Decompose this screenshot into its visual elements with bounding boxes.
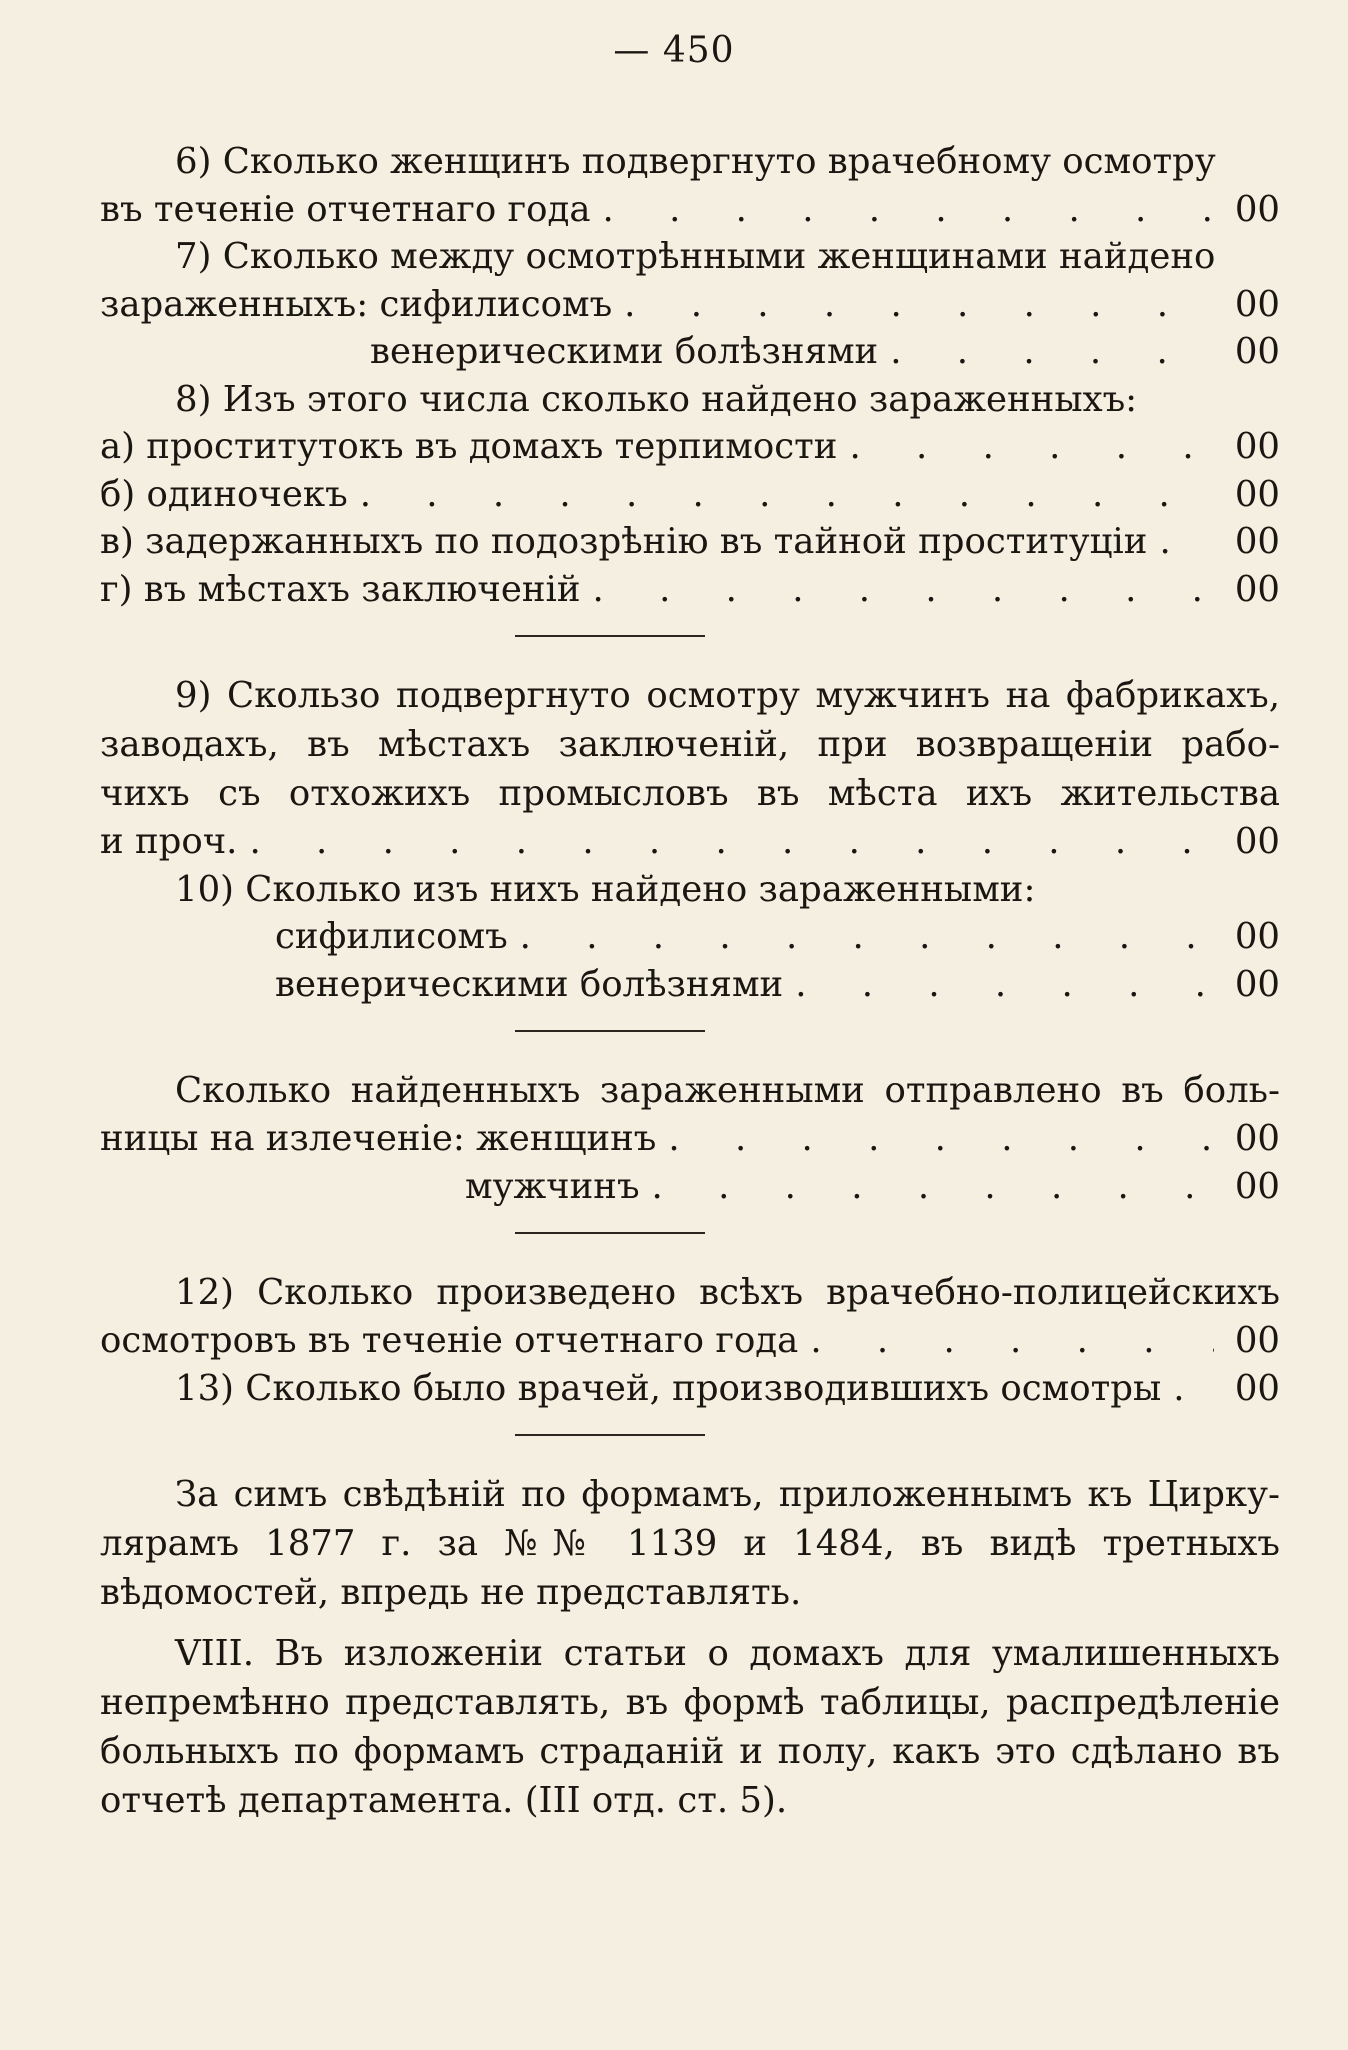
- text-line: г) въ мѣстахъ заключеній . . . 00: [100, 566, 1280, 614]
- paragraph-viii: VIII. Въ изложеніи статьи о домахъ для умалишенныхъ непремѣнно представлять, въ формѣ таблицы, распредѣленіе больныхъ по формамъ страданій и полу, какъ это сдѣлано въ отчетѣ департамента. (III отд. ст. 5).: [100, 1633, 1280, 1821]
- value: 00: [1234, 1165, 1280, 1207]
- dot-leader: [593, 566, 1214, 614]
- page-number: — 450: [613, 30, 735, 71]
- value: 00: [1234, 568, 1280, 610]
- dot-leader: [624, 281, 1214, 329]
- divider: [515, 1030, 705, 1032]
- document-body: [100, 138, 1280, 1825]
- dot-leader: [360, 471, 1214, 519]
- text-line: а) проститутокъ въ домахъ терпимости . . . 00: [100, 423, 1280, 471]
- section-6: [100, 138, 1280, 233]
- divider: [515, 1434, 705, 1436]
- text-line: 10) Сколько изъ нихъ найдено зараженными:: [175, 868, 1036, 910]
- dot-leader: [810, 1317, 1214, 1365]
- divider: [515, 635, 705, 637]
- paragraph-circulars: За симъ свѣдѣній по формамъ, приложеннымъ къ Цирку- лярамъ 1877 г. за №№ 1139 и 1484, въ видѣ третныхъ вѣдомостей, впредь не представлять.: [100, 1474, 1280, 1613]
- value: 00: [1234, 331, 1280, 372]
- value: 00: [1234, 1118, 1280, 1159]
- text-line: венерическими болѣзнями . . . 00: [100, 328, 1280, 376]
- text-line: 8) Изъ этого числа сколько найдено зараженныхъ:: [175, 378, 1138, 420]
- section-10: [100, 866, 1280, 1009]
- value: 00: [1234, 521, 1280, 562]
- dot-leader: [890, 328, 1214, 376]
- value: 00: [1234, 473, 1280, 515]
- dot-leader: [849, 423, 1214, 471]
- value: 00: [1234, 963, 1280, 1005]
- text-line: ницы на излеченіе: женщинъ . . . 00: [100, 1115, 1280, 1163]
- divider: [515, 1232, 705, 1234]
- section-7: [100, 233, 1280, 376]
- section-11: Сколько найденныхъ зараженными отправлено въ боль- ницы на излеченіе: женщинъ . . . 00 мужчинъ . . . 00: [100, 1066, 1280, 1210]
- value: 00: [1234, 426, 1280, 467]
- dot-leader: [652, 1163, 1214, 1211]
- text-line: 6) Сколько женщинъ подвергнуто врачебному осмотру: [175, 141, 1216, 182]
- dot-leader: [795, 961, 1214, 1009]
- value: 00: [1234, 916, 1280, 957]
- text-line: сифилисомъ . . . 00: [100, 913, 1280, 961]
- value: 00: [1234, 821, 1280, 862]
- section-12-13: 12) Сколько произведено всѣхъ врачебно-полицейскихъ осмотровъ въ теченіе отчетнаго года . . . 00 13) Сколько было врачей, производившихъ осмотры . . . 00: [100, 1268, 1280, 1412]
- text-line: в) задержанныхъ по подозрѣнію въ тайной проституціи . . . 00: [100, 518, 1280, 566]
- dot-leader: [520, 913, 1214, 961]
- value: 00: [1234, 1367, 1280, 1409]
- text-line: въ теченіе отчетнаго года . . . 00: [100, 186, 1280, 234]
- text-line: 7) Сколько между осмотрѣнными женщинами найдено: [175, 236, 1216, 277]
- dot-leader: [1159, 518, 1214, 566]
- text-line: зараженныхъ: сифилисомъ . . . 00: [100, 281, 1280, 329]
- value: 00: [1234, 283, 1280, 325]
- text-line: 13) Сколько было врачей, производившихъ осмотры . . . 00: [100, 1365, 1280, 1413]
- value: 00: [1234, 1320, 1280, 1361]
- text-line: венерическими болѣзнями . . . 00: [100, 961, 1280, 1009]
- value: 00: [1234, 188, 1280, 230]
- section-9: 9) Скользо подвергнуто осмотру мужчинъ на фабрикахъ, заводахъ, въ мѣстахъ заключеній, при возвращеніи рабо- чихъ съ отхожихъ промысловъ въ мѣста ихъ жительства: [100, 675, 1280, 814]
- section-8: [100, 376, 1280, 614]
- dot-leader: [1173, 1365, 1214, 1413]
- text-line: мужчинъ . . . 00: [100, 1163, 1280, 1211]
- text-line: и проч. . . . 00: [100, 818, 1280, 866]
- dot-leader: [603, 186, 1215, 234]
- text-line: осмотровъ въ теченіе отчетнаго года . . . 00: [100, 1317, 1280, 1365]
- dot-leader: [249, 818, 1214, 866]
- dot-leader: [668, 1115, 1214, 1163]
- text-line: б) одиночекъ . . . 00: [100, 471, 1280, 519]
